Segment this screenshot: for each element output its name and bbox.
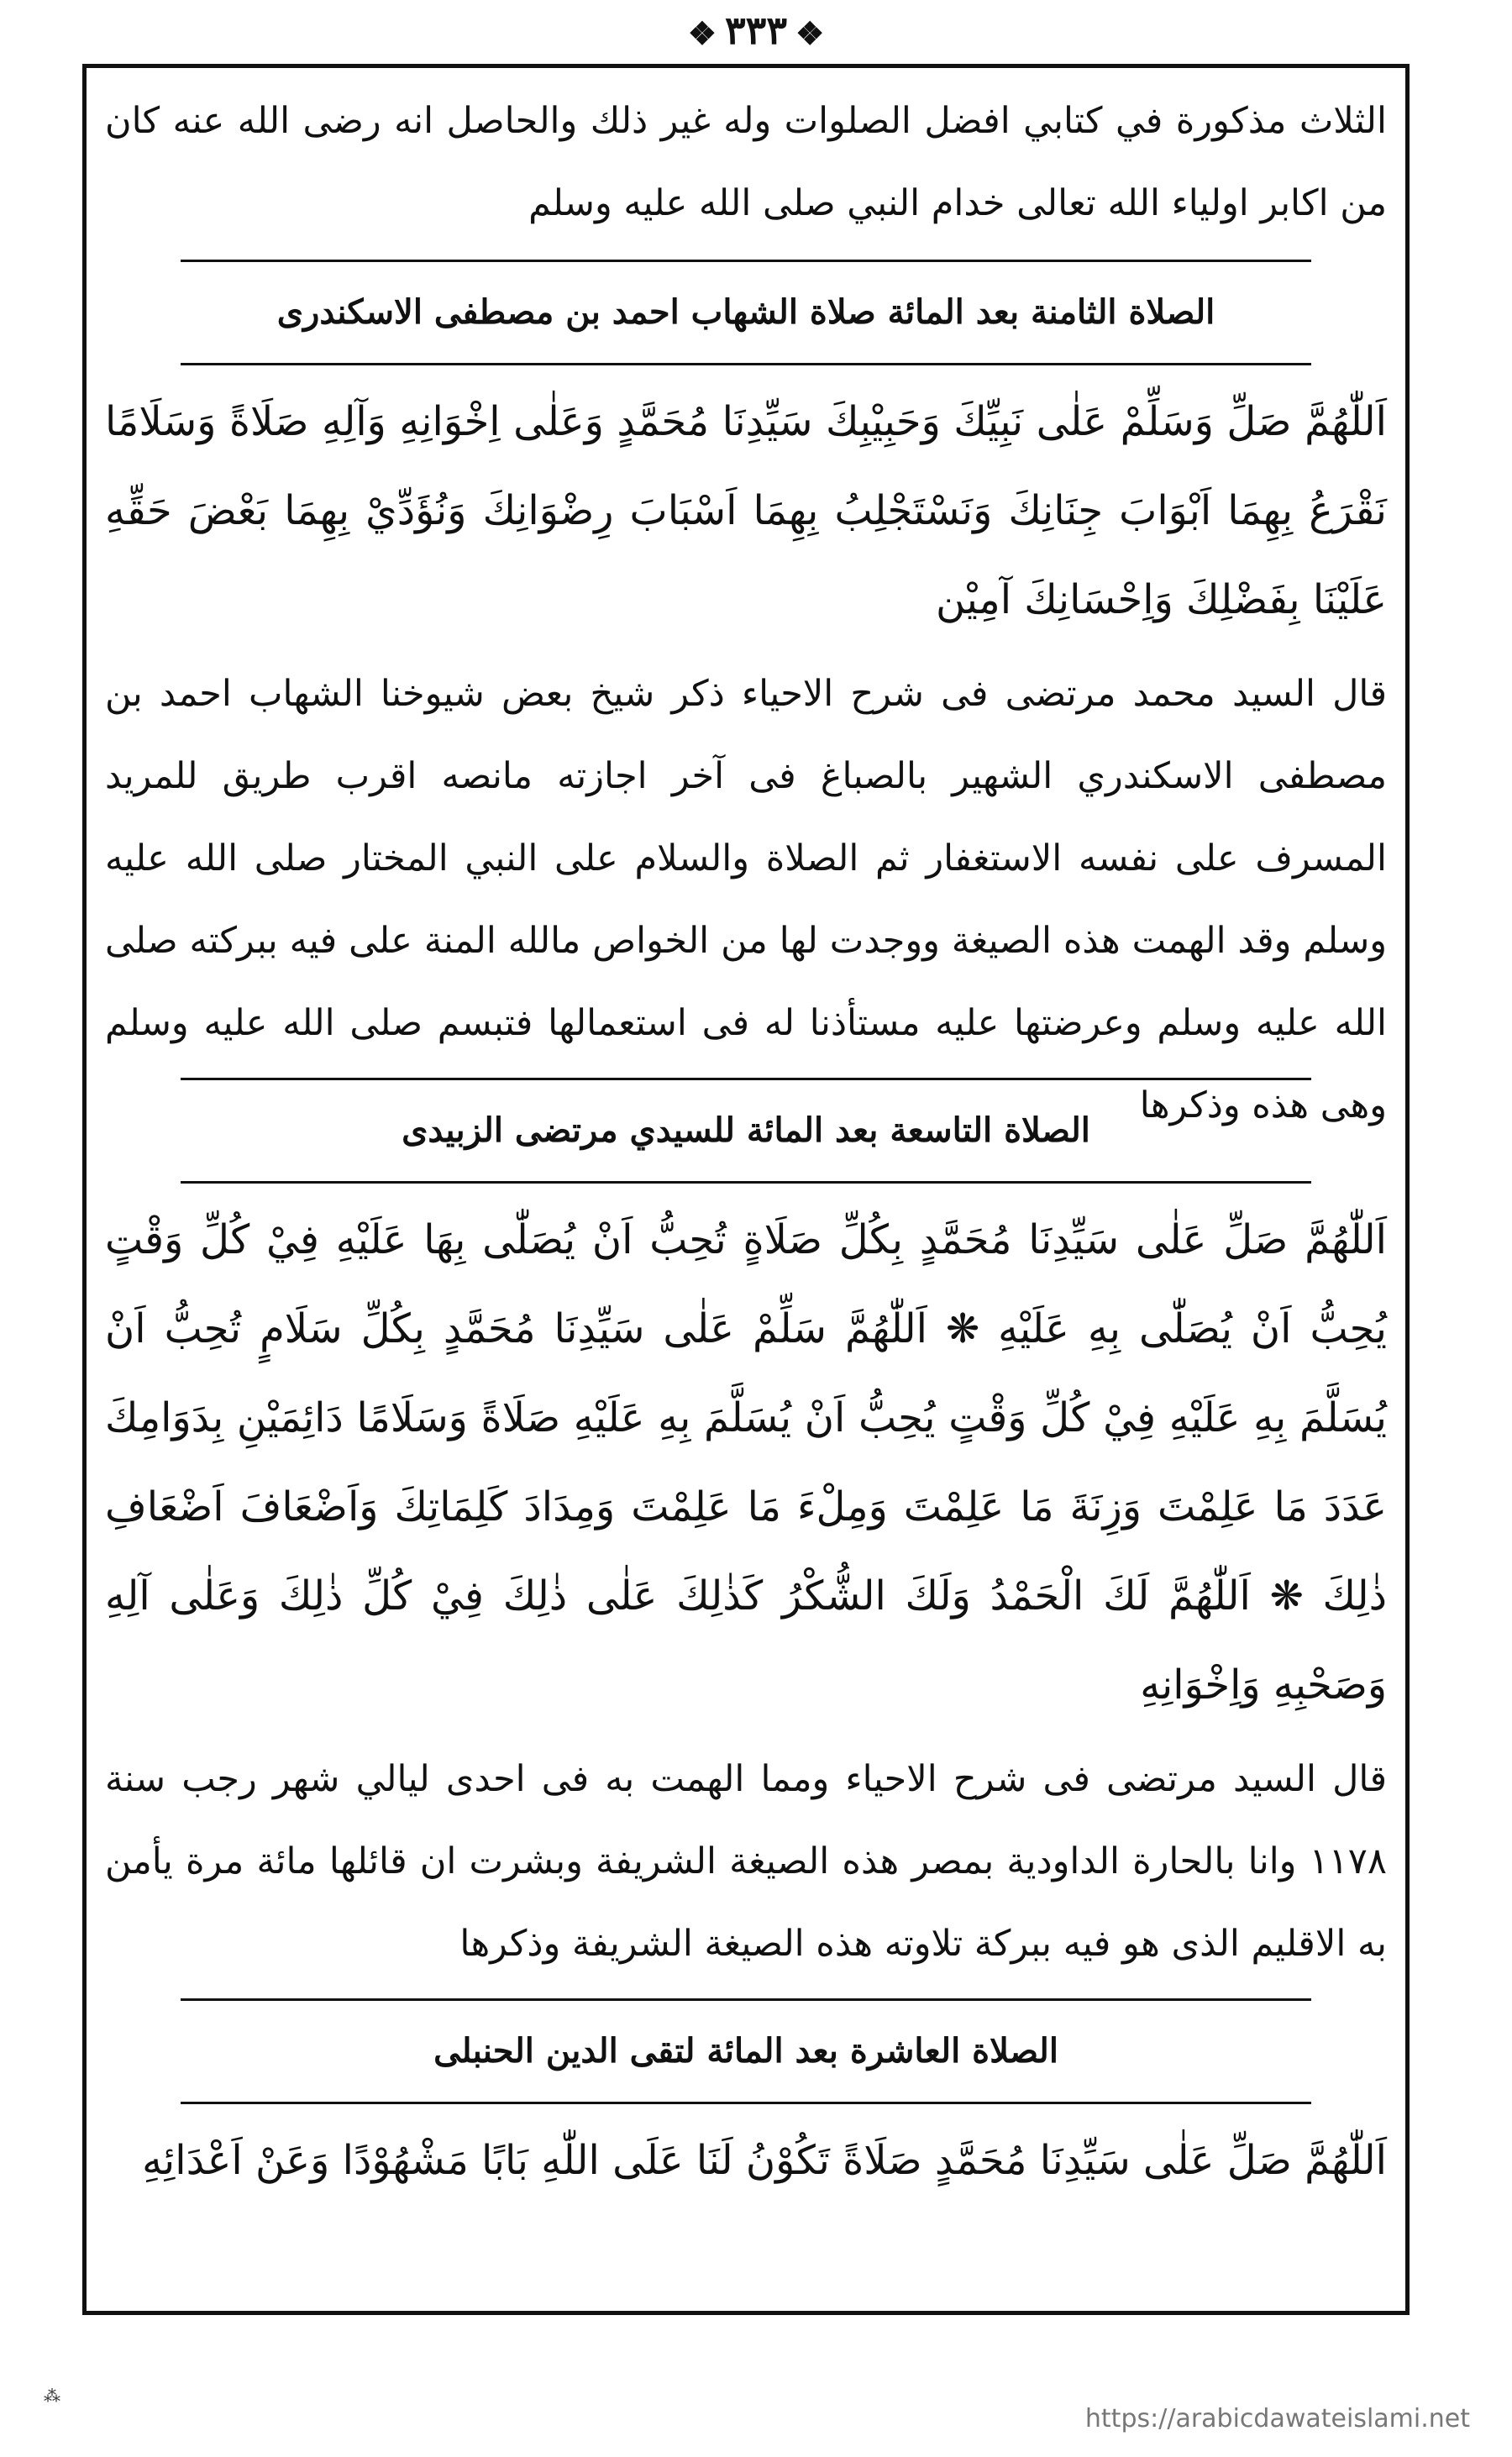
heading-prayer-110: الصلاة العاشرة بعد المائة لتقى الدين الحنبلى <box>433 2031 1058 2071</box>
prayer-110-text: اَللّٰهُمَّ صَلِّ عَلٰى سَيِّدِنَا مُحَمَّدٍ صَلَاةً تَكُوْنُ لَنَا عَلَى اللّٰهِ بَابًا مَشْهُوْدًا وَعَنْ اَعْدَائِهِ <box>142 2137 1387 2184</box>
print-speck: ⁂ <box>44 2386 60 2406</box>
ornament-right-icon: ❖ <box>795 14 825 52</box>
prayer-109-text: اَللّٰهُمَّ صَلِّ عَلٰى سَيِّدِنَا مُحَمَّدٍ بِكُلِّ صَلَاةٍ تُحِبُّ اَنْ يُصَلّٰى بِهَا عَلَيْهِ فِيْ كُلِّ وَقْتٍ يُحِبُّ اَنْ يُصَلّٰى بِهِ عَلَيْهِ ❋ اَللّٰهُمَّ سَلِّمْ عَلٰى سَيِّدِنَا مُحَمَّدٍ بِكُلِّ سَلَامٍ تُحِبُّ اَنْ يُسَلَّمَ بِهِ عَلَيْهِ فِيْ كُلِّ وَقْتٍ يُحِبُّ اَنْ يُسَلَّمَ بِهِ عَلَيْهِ صَلَاةً وَسَلَامًا دَائِمَيْنِ بِدَوَامِكَ عَدَدَ مَا عَلِمْتَ وَزِنَةَ مَا عَلِمْتَ وَمِلْءَ مَا عَلِمْتَ وَمِدَادَ كَلِمَاتِكَ وَاَضْعَافَ اَضْعَافِ ذٰلِكَ ❋ اَللّٰهُمَّ لَكَ الْحَمْدُ وَلَكَ الشُّكْرُ كَذٰلِكَ عَلٰى ذٰلِكَ فِيْ كُلِّ ذٰلِكَ وَعَلٰى آلِهِ وَصَحْبِهِ وَاِخْوَانِهِ <box>105 1216 1388 1709</box>
note-109-paragraph: قال السيد مرتضى فى شرح الاحياء ومما الهمت به فى احدى ليالي شهر رجب سنة ١١٧٨ وانا بالحارة الداودية بمصر هذه الصيغة الشريفة وبشرت ان قائلها مائة مرة يأمن به الاقليم الذى هو فيه ببركة تلاوته هذه الصيغة الشريفة وذكرها <box>105 1758 1387 1965</box>
page-number <box>0 7 1512 57</box>
divider-rule <box>181 1181 1311 1184</box>
footer-url: https://arabicdawateislami.net <box>1084 2404 1470 2433</box>
page-frame <box>82 64 1410 2315</box>
note-108-paragraph: قال السيد محمد مرتضى فى شرح الاحياء ذكر شيخ بعض شيوخنا الشهاب احمد بن مصطفى الاسكندري الشهير بالصباغ فى آخر اجازته مانصه اقرب طريق للمريد المسرف على نفسه الاستغفار ثم الصلاة والسلام على النبي المختار صلى الله عليه وسلم وقد الهمت هذه الصيغة ووجدت لها من الخواص مالله المنة على فيه ببركته صلى الله عليه وسلم وعرضتها عليه مستأذنا له فى استعمالها فتبسم صلى الله عليه وسلم وهى هذه وذكرها <box>105 673 1387 1126</box>
divider-rule <box>181 363 1311 365</box>
divider-rule <box>181 2102 1311 2104</box>
page-number-text: ٣٣٣ <box>724 8 788 53</box>
page-content <box>105 80 1387 2299</box>
heading-prayer-108: الصلاة الثامنة بعد المائة صلاة الشهاب احمد بن مصطفى الاسكندرى <box>276 292 1215 332</box>
intro-paragraph: الثلاث مذكورة في كتابي افضل الصلوات وله غير ذلك والحاصل انه رضى الله عنه كان من اكابر اولياء الله تعالى خدام النبي صلى الله عليه وسلم <box>105 100 1387 224</box>
ornament-left-icon: ❖ <box>687 14 717 52</box>
heading-prayer-109: الصلاة التاسعة بعد المائة للسيدي مرتضى الزبيدى <box>402 1110 1090 1150</box>
prayer-108-text: اَللّٰهُمَّ صَلِّ وَسَلِّمْ عَلٰى نَبِيِّكَ وَحَبِيْبِكَ سَيِّدِنَا مُحَمَّدٍ وَعَلٰى اِخْوَانِهِ وَآلِهِ صَلَاةً وَسَلَامًا نَقْرَعُ بِهِمَا اَبْوَابَ جِنَانِكَ وَنَسْتَجْلِبُ بِهِمَا اَسْبَابَ رِضْوَانِكَ وَنُؤَدِّيْ بِهِمَا بَعْضَ حَقِّهِ عَلَيْنَا بِفَضْلِكَ وَاِحْسَانِكَ آمِيْن <box>105 398 1387 623</box>
